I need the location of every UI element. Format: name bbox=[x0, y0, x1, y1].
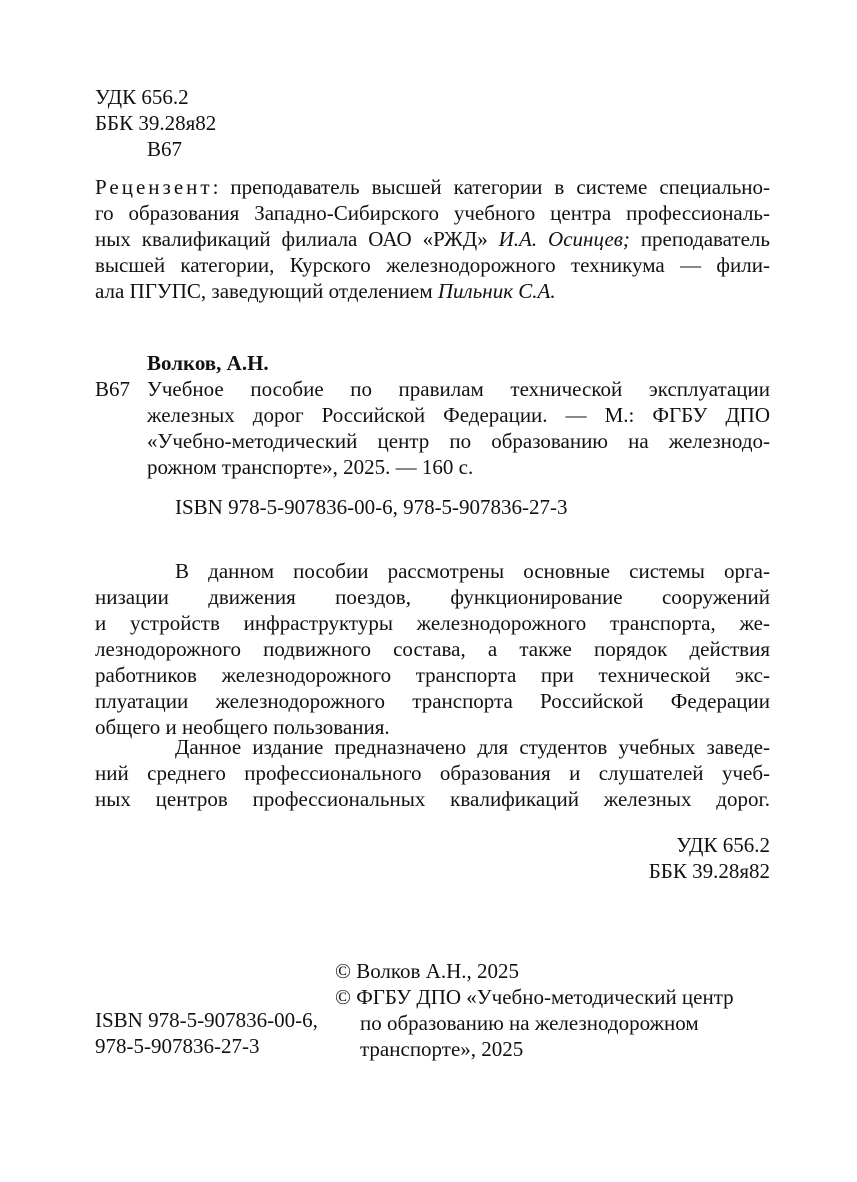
abstract-line: общего и необщего пользования. bbox=[95, 715, 390, 739]
reviewer-text: преподаватель bbox=[629, 227, 770, 251]
reviewer-name: Пильник С.А. bbox=[437, 279, 556, 303]
record-line: железных дорог Российской Федерации. — М.: ФГБУ ДПО bbox=[147, 403, 770, 427]
reviewer-text: высшей категории, Курского железнодорожного техникума — фили- bbox=[95, 253, 770, 277]
abstract-line: В данном пособии рассмотрены основные системы орга- bbox=[175, 559, 770, 583]
author-mark: В67 bbox=[147, 137, 183, 161]
abstract-line: работников железнодорожного транспорта при технической экс- bbox=[95, 663, 770, 687]
abstract-line: лезнодорожного подвижного состава, а также порядок действия bbox=[95, 637, 770, 661]
reviewer-text: : преподаватель высшей категории в системе специально- bbox=[212, 175, 770, 199]
record-mark: В67 bbox=[95, 377, 131, 401]
reviewer-text: ала ПГУПС, заведующий отделением bbox=[95, 279, 438, 303]
bbk-code: ББК 39.28я82 bbox=[95, 111, 217, 135]
isbn-line: 978-5-907836-27-3 bbox=[95, 1034, 260, 1058]
abstract-line: Данное издание предназначено для студентов учебных заведе- bbox=[175, 735, 770, 759]
copyright-line: © Волков А.Н., 2025 bbox=[335, 959, 520, 983]
abstract-line: низации движения поездов, функционирование сооружений bbox=[95, 585, 770, 609]
abstract-line: ний среднего профессионального образования и слушателей учеб- bbox=[95, 761, 770, 785]
abstract-line: ных центров профессиональных квалификаций железных дорог. bbox=[95, 787, 770, 811]
footer-bbk: ББК 39.28я82 bbox=[648, 859, 770, 883]
record-line: «Учебно-методический центр по образованию на железнодо- bbox=[147, 429, 770, 453]
reviewer-text: ных квалификаций филиала ОАО «РЖД» bbox=[95, 227, 488, 251]
reviewer-name: И.А. Осинцев; bbox=[498, 227, 630, 251]
copyright-line: транспорте», 2025 bbox=[360, 1037, 524, 1061]
copyright-line: © ФГБУ ДПО «Учебно-методический центр bbox=[335, 985, 734, 1009]
record-isbn: ISBN 978-5-907836-00-6, 978-5-907836-27-3 bbox=[175, 495, 568, 519]
footer-udk: УДК 656.2 bbox=[676, 833, 770, 857]
record-author: Волков, А.Н. bbox=[147, 351, 269, 375]
copyright-line: по образованию на железнодорожном bbox=[360, 1011, 699, 1035]
reviewer-label: Рецензент bbox=[95, 175, 213, 199]
abstract-line: и устройств инфраструктуры железнодорожного транспорта, же- bbox=[95, 611, 770, 635]
record-line: рожном транспорте», 2025. — 160 с. bbox=[147, 455, 474, 479]
record-line: Учебное пособие по правилам технической эксплуатации bbox=[147, 377, 770, 401]
abstract-line: плуатации железнодорожного транспорта Российской Федерации bbox=[95, 689, 770, 713]
reviewer-text: го образования Западно-Сибирского учебного центра профессиональ- bbox=[95, 201, 770, 225]
udk-code: УДК 656.2 bbox=[95, 85, 189, 109]
isbn-line: ISBN 978-5-907836-00-6, bbox=[95, 1008, 318, 1032]
